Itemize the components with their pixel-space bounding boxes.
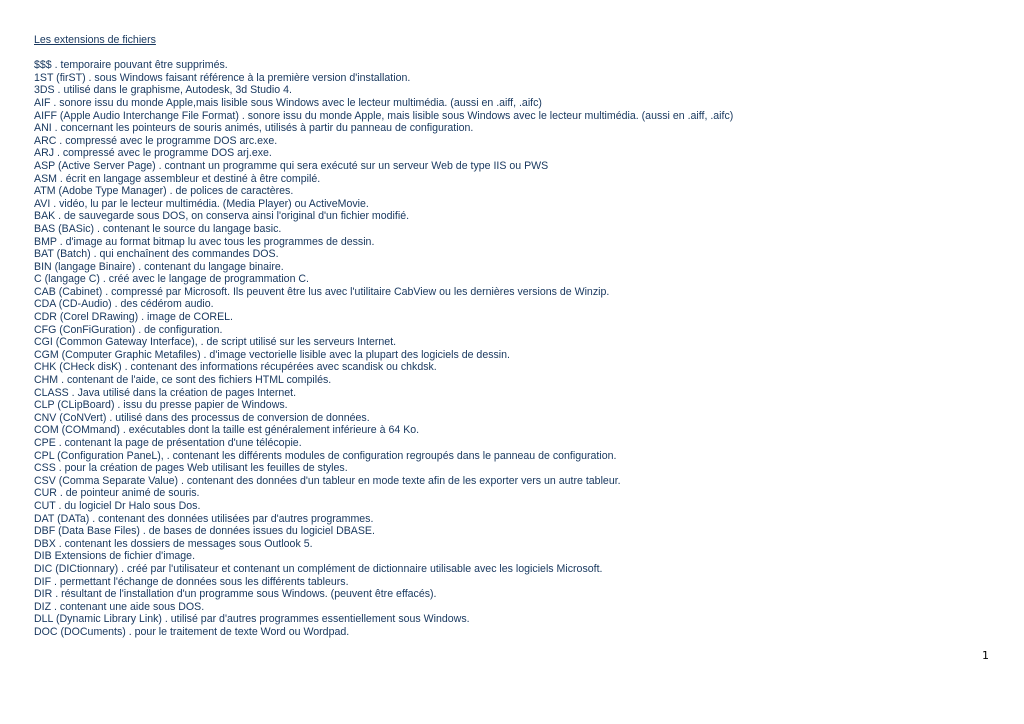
extension-entry: ASM . écrit en langage assembleur et destiné à être compilé.	[34, 172, 321, 185]
extension-entry: 3DS . utilisé dans le graphisme, Autodesk, 3d Studio 4.	[34, 84, 292, 97]
extension-entry: DIR . résultant de l'installation d'un programme sous Windows. (peuvent être effacés).	[34, 588, 437, 601]
extension-entry: 1ST (firST) . sous Windows faisant référence à la première version d'installation.	[34, 71, 411, 84]
extension-entry: ARJ . compressé avec le programme DOS arj.exe.	[34, 147, 272, 160]
extension-entry: DBF (Data Base Files) . de bases de données issues du logiciel DBASE.	[34, 525, 375, 538]
extension-entry: C (langage C) . créé avec le langage de programmation C.	[34, 273, 309, 286]
extension-entry: CHM . contenant de l'aide, ce sont des fichiers HTML compilés.	[34, 374, 332, 387]
extension-entry: CSV (Comma Separate Value) . contenant des données d'un tableur en mode texte afin de les exporter vers un autre tableur.	[34, 474, 621, 487]
extension-entry: BMP . d'image au format bitmap lu avec tous les programmes de dessin.	[34, 235, 375, 248]
extension-entry: BAS (BASic) . contenant le source du langage basic.	[34, 222, 282, 235]
page-number: 1	[982, 649, 989, 662]
document-title: Les extensions de fichiers	[34, 34, 156, 46]
extension-entry: CFG (ConFiGuration) . de configuration.	[34, 323, 223, 336]
extension-entry: DIZ . contenant une aide sous DOS.	[34, 600, 205, 613]
extension-entry: DIF . permettant l'échange de données sous les différents tableurs.	[34, 575, 349, 588]
extension-entry: CGM (Computer Graphic Metafiles) . d'image vectorielle lisible avec la plupart des logiciels de dessin.	[34, 348, 510, 361]
extension-entry: CDA (CD-Audio) . des cédérom audio.	[34, 298, 214, 311]
extension-list	[34, 59, 994, 638]
extension-entry: CSS . pour la création de pages Web utilisant les feuilles de styles.	[34, 462, 348, 475]
extension-entry: DLL (Dynamic Library Link) . utilisé par d'autres programmes essentiellement sous Windows.	[34, 613, 470, 626]
extension-entry: CLASS . Java utilisé dans la création de pages Internet.	[34, 386, 297, 399]
extension-entry: BIN (langage Binaire) . contenant du langage binaire.	[34, 260, 284, 273]
extension-entry: CUT . du logiciel Dr Halo sous Dos.	[34, 499, 201, 512]
extension-entry: CLP (CLipBoard) . issu du presse papier de Windows.	[34, 399, 288, 412]
extension-entry: CPE . contenant la page de présentation d'une télécopie.	[34, 437, 302, 449]
extension-entry: CGI (Common Gateway Interface), . de script utilisé sur les serveurs Internet.	[34, 336, 397, 349]
extension-entry: AVI . vidéo, lu par le lecteur multimédia. (Media Player) ou ActiveMovie.	[34, 197, 369, 210]
extension-entry: BAK . de sauvegarde sous DOS, on conserva ainsi l'original d'un fichier modifié.	[34, 210, 410, 223]
extension-entry: DIB Extensions de fichier d'image.	[34, 550, 196, 563]
extension-entry: DIC (DICtionnary) . créé par l'utilisateur et contenant un complément de dictionnaire utilisable avec les logiciels Microsoft.	[34, 562, 603, 575]
extension-entry: AIFF (Apple Audio Interchange File Format) . sonore issu du monde Apple, mais lisible sous Windows avec le lecteur multimédia. (aussi en .aiff, .aifc)	[34, 109, 734, 122]
extension-entry: DAT (DATa) . contenant des données utilisées par d'autres programmes.	[34, 512, 374, 525]
extension-entry: DBX . contenant les dossiers de messages sous Outlook 5.	[34, 537, 313, 550]
extension-entry: CAB (Cabinet) . compressé par Microsoft. Ils peuvent être lus avec l'utilitaire CabView ou les dernières versions de Winzip.	[34, 285, 610, 298]
extension-entry: ANI . concernant les pointeurs de souris animés, utilisés à partir du panneau de configuration.	[34, 122, 474, 135]
extension-entry: CUR . de pointeur animé de souris.	[34, 487, 200, 500]
extension-entry: DOC (DOCuments) . pour le traitement de texte Word ou Wordpad.	[34, 625, 350, 638]
blank-line	[34, 47, 994, 60]
extension-entry: CPL (Configuration PaneL), . contenant les différents modules de configuration regroupés dans le panneau de configuration.	[34, 449, 617, 462]
extension-entry: CNV (CoNVert) . utilisé dans des processus de conversion de données.	[34, 411, 370, 424]
extension-entry: AIF . sonore issu du monde Apple,mais lisible sous Windows avec le lecteur multimédia. (aussi en .aiff, .aifc)	[34, 96, 542, 109]
extension-entry: CHK (CHeck disK) . contenant des informations récupérées avec scandisk ou chkdsk.	[34, 361, 437, 374]
document-body	[34, 34, 994, 639]
extension-entry: $$$ . temporaire pouvant être supprimés.	[34, 59, 228, 72]
extension-entry: ASP (Active Server Page) . contnant un programme qui sera exécuté sur un serveur Web de type IIS ou PWS	[34, 159, 549, 172]
extension-entry: COM (COMmand) . exécutables dont la taille est généralement inférieure à 64 Ko.	[34, 424, 420, 437]
extension-entry: ATM (Adobe Type Manager) . de polices de caractères.	[34, 185, 294, 198]
extension-entry: CDR (Corel DRawing) . image de COREL.	[34, 311, 233, 324]
extension-entry: BAT (Batch) . qui enchaînent des commandes DOS.	[34, 248, 279, 261]
extension-entry: ARC . compressé avec le programme DOS arc.exe.	[34, 134, 278, 147]
